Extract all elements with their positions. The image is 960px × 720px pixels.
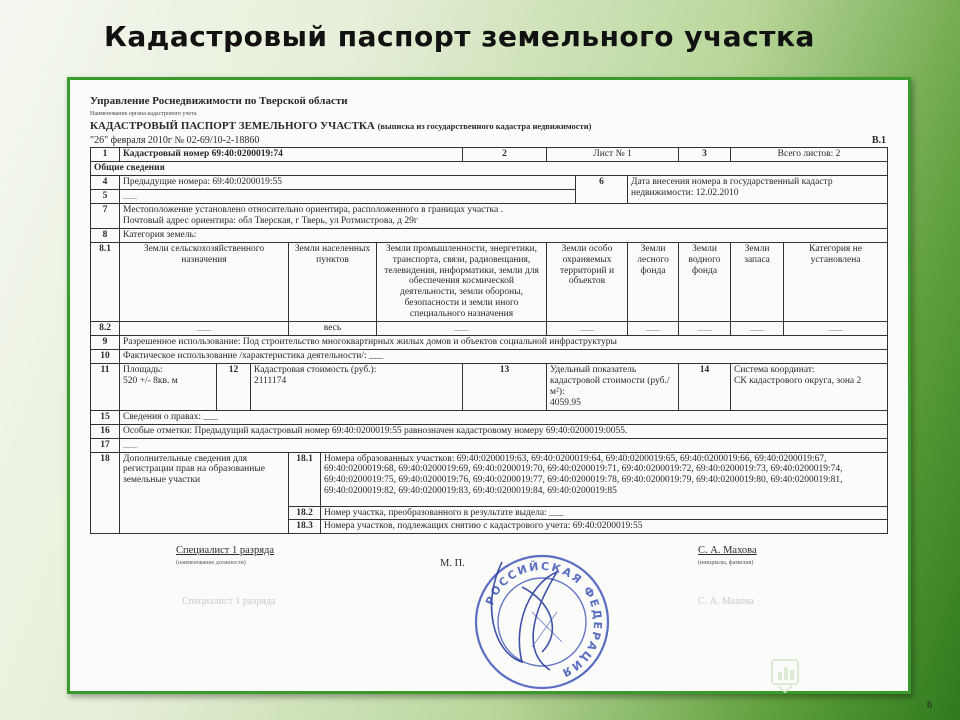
rights-info: Сведения о правах: ___ bbox=[120, 410, 888, 424]
row-15 bbox=[91, 410, 888, 424]
row-number: 4 bbox=[91, 175, 120, 189]
cadastral-passport-scan bbox=[70, 80, 908, 691]
organization-caption: Наименование органа кадастрового учета bbox=[90, 111, 197, 117]
cost-value: 2111174 bbox=[254, 375, 287, 386]
row-16 bbox=[91, 424, 888, 438]
cadastral-cost bbox=[251, 363, 463, 410]
row-number: 11 bbox=[91, 363, 120, 410]
row-number: 3 bbox=[679, 148, 731, 162]
location bbox=[120, 203, 888, 228]
signer-position: Специалист 1 разряда bbox=[176, 545, 275, 556]
document-title bbox=[90, 120, 591, 132]
sheet-code: В.1 bbox=[871, 135, 886, 146]
row-number: 18 bbox=[91, 452, 120, 534]
watermark-logo-icon bbox=[768, 654, 944, 694]
row-10 bbox=[91, 349, 888, 363]
row-number: 10 bbox=[91, 349, 120, 363]
document-title-sub: (выписка из государственного кадастра недвижимости) bbox=[377, 121, 592, 131]
row-number: 1 bbox=[91, 148, 120, 162]
row-4 bbox=[91, 175, 888, 189]
category-value: ___ bbox=[377, 322, 547, 336]
previous-numbers: Предыдущие номера: 69:40:0200019:55 bbox=[120, 175, 576, 189]
row-17-value: ___ bbox=[120, 438, 888, 452]
category-agricultural: Земли сельскохозяйственного назначения bbox=[120, 242, 289, 321]
separated-parcel: Номер участка, преобразованного в результате выдела: ___ bbox=[321, 506, 888, 520]
issuing-organization: Управление Роснедвижимости по Тверской области bbox=[90, 95, 348, 107]
row-number: 15 bbox=[91, 410, 120, 424]
position-caption: (наименование должности) bbox=[176, 560, 246, 566]
permitted-use: Разрешенное использование: Под строительство многоквартирных жилых домов и объектов социальной инфраструктуры bbox=[120, 336, 888, 350]
category-value: ___ bbox=[547, 322, 628, 336]
row-number: 14 bbox=[679, 363, 731, 410]
special-notes: Особые отметки: Предыдущий кадастровый номер 69:40:0200019:55 равнозначен кадастровому номеру 69:40:0200019:0055. bbox=[120, 424, 888, 438]
row-number: 18.2 bbox=[289, 506, 321, 520]
category-forest: Земли лесного фонда bbox=[628, 242, 679, 321]
row-number: 12 bbox=[217, 363, 251, 410]
category-value: ___ bbox=[120, 322, 289, 336]
registration-date: Дата внесения номера в государственный кадастр недвижимости: 12.02.2010 bbox=[628, 175, 888, 203]
row-8-1 bbox=[91, 242, 888, 321]
row-number: 8.1 bbox=[91, 242, 120, 321]
row-number: 13 bbox=[463, 363, 547, 410]
category-reserve: Земли запаса bbox=[731, 242, 784, 321]
slide-page-number: 6 bbox=[927, 700, 932, 711]
row-11 bbox=[91, 363, 888, 410]
category-settlements: Земли населенных пунктов bbox=[289, 242, 377, 321]
name-caption: (инициалы, фамилия) bbox=[698, 560, 754, 566]
location-text: Местоположение установлено относительно ориентира, расположенного в границах участка . bbox=[123, 204, 503, 215]
category-value: весь bbox=[289, 322, 377, 336]
section-general: Общие сведения bbox=[91, 161, 888, 175]
land-category-label: Категория земель: bbox=[120, 228, 888, 242]
official-stamp-icon bbox=[462, 542, 612, 691]
row-number: 17 bbox=[91, 438, 120, 452]
category-water: Земли водного фонда bbox=[679, 242, 731, 321]
bleed-through-position: Специалист 1 разряда bbox=[182, 596, 276, 607]
row-18-1 bbox=[91, 452, 888, 506]
row-number: 2 bbox=[463, 148, 547, 162]
row-number: 16 bbox=[91, 424, 120, 438]
area-value: 520 +/- 8кв. м bbox=[123, 375, 178, 386]
category-undefined: Категория не установлена bbox=[784, 242, 888, 321]
coord-value: СК кадастрового округа, зона 2 bbox=[734, 375, 862, 386]
specific-value: 4059.95 bbox=[550, 397, 581, 408]
document-title-main: КАДАСТРОВЫЙ ПАСПОРТ ЗЕМЕЛЬНОГО УЧАСТКА bbox=[90, 120, 375, 132]
category-value: ___ bbox=[784, 322, 888, 336]
row-number: 5 bbox=[91, 189, 120, 203]
row-number: 18.1 bbox=[289, 452, 321, 506]
removed-parcels: Номера участков, подлежащих снятию с кадастрового учета: 69:40:0200019:55 bbox=[321, 520, 888, 534]
area-label: Площадь: bbox=[123, 364, 163, 375]
category-value: ___ bbox=[679, 322, 731, 336]
row-number: 8.2 bbox=[91, 322, 120, 336]
sheets-total: Всего листов: 2 bbox=[731, 148, 888, 162]
document-date: "26" февраля 2010г № 02-69/10-2-18860 bbox=[90, 135, 260, 146]
row-number: 18.3 bbox=[289, 520, 321, 534]
row-number: 7 bbox=[91, 203, 120, 228]
formed-parcels: Номера образованных участков: 69:40:0200019:63, 69:40:0200019:64, 69:40:0200019:65, 69:40:0200019:66, 69:40:0200019:67, 69:40:0200019:68, 69:40:0200019:69, 69:40:0200019:70, 69:40:0200019:71, 69:40:0200019:72, 69:40:0200019:73, 69:40:0200019:74, 69:40:0200019:75, 69:40:0200019:76, 69:40:0200019:77, 69:40:0200019:78, 69:40:0200019:79, 69:40:0200019:80, 69:40:0200019:81, 69:40:0200019:82, 69:40:0200019:83, 69:40:0200019:84, 69:40:0200019:85 bbox=[321, 452, 888, 506]
row-5-value: ___ bbox=[120, 189, 576, 203]
category-protected: Земли особо охраняемых территорий и объектов bbox=[547, 242, 628, 321]
row-number: 6 bbox=[576, 175, 628, 203]
additional-info-label: Дополнительные сведения для регистрации прав на образованные земельные участки bbox=[120, 452, 289, 534]
row-1 bbox=[91, 148, 888, 162]
sheet-number: Лист № 1 bbox=[547, 148, 679, 162]
signer-name: С. А. Махова bbox=[698, 545, 757, 556]
coordinate-system bbox=[731, 363, 888, 410]
cost-label: Кадастровая стоимость (руб.): bbox=[254, 364, 377, 375]
specific-cost bbox=[547, 363, 679, 410]
row-number: 9 bbox=[91, 336, 120, 350]
row-8 bbox=[91, 228, 888, 242]
slide-title: Кадастровый паспорт земельного участка bbox=[104, 20, 815, 53]
row-17 bbox=[91, 438, 888, 452]
cadastral-number: Кадастровый номер 69:40:0200019:74 bbox=[120, 148, 463, 162]
category-value: ___ bbox=[628, 322, 679, 336]
specific-label: Удельный показатель кадастровой стоимости (руб./м²): bbox=[550, 364, 670, 397]
document-frame bbox=[67, 77, 911, 694]
coord-label: Система координат: bbox=[734, 364, 815, 375]
row-number: 8 bbox=[91, 228, 120, 242]
passport-form-table bbox=[90, 147, 888, 534]
area bbox=[120, 363, 217, 410]
category-industry: Земли промышленности, энергетики, транспорта, связи, радиовещания, телевидения, информатики, земли для обеспечения космической деятельности, земли обороны, безопасности и земли иного специального назначения bbox=[377, 242, 547, 321]
row-9 bbox=[91, 336, 888, 350]
svg-text:РОССИЙСКАЯ ФЕДЕРАЦИЯ: РОССИЙСКАЯ ФЕДЕРАЦИЯ bbox=[483, 559, 605, 681]
row-7 bbox=[91, 203, 888, 228]
seal-place: М. П. bbox=[440, 558, 465, 569]
category-value: ___ bbox=[731, 322, 784, 336]
row-general bbox=[91, 161, 888, 175]
postal-address: Почтовый адрес ориентира: обл Тверская, г Тверь, ул Ротмистрова, д 29г bbox=[123, 215, 418, 226]
actual-use: Фактическое использование /характеристика деятельности/: ___ bbox=[120, 349, 888, 363]
bleed-through-name: С. А. Махова bbox=[698, 596, 754, 607]
row-8-2 bbox=[91, 322, 888, 336]
